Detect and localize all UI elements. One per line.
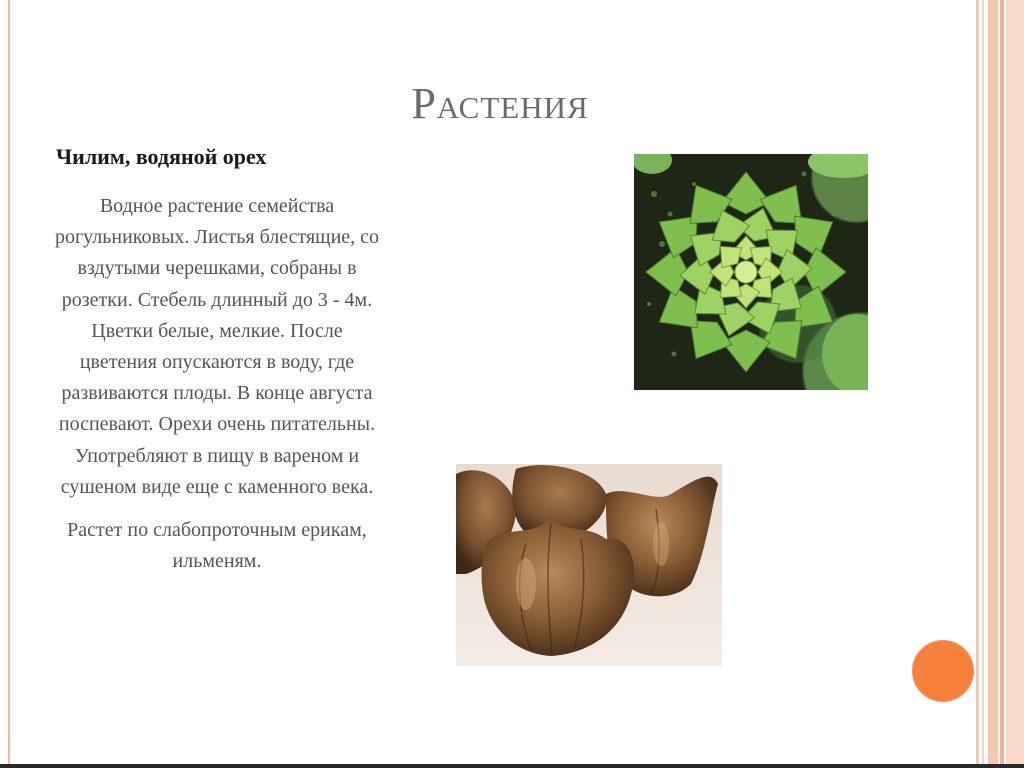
plant-name-heading: Чилим, водяной орех [56,144,267,169]
stripe [1000,0,1004,768]
bottom-edge-bar [0,764,1024,768]
stripe [982,0,984,768]
description-paragraph: Водное растение семейства рогульниковых. Листья блестящие, со вздутыми черешками, собраны в розетки. Стебель длинный до 3 - 4м. Цветки белые, мелкие. После цветения опускаются в воду, где развиваются плоды. В конце августа поспевают. Орехи очень питательны. Употребляют в пищу в вареном и сушеном виде еще с каменного века. [54,195,380,498]
accent-circle [912,640,974,702]
nuts-photo [456,464,722,666]
right-decorative-stripes [976,0,1024,768]
stripe [988,0,998,768]
stripe [1006,0,1024,768]
slide-title: Растения [411,79,589,128]
habitat-paragraph: Растет по слабопроточным ерикам, ильменям. [67,519,367,573]
rosette-illustration [634,154,868,390]
left-border-line [8,0,10,768]
nuts-illustration [456,464,722,666]
rosette-photo [634,154,868,390]
stripe [976,0,979,768]
description-text [54,191,380,577]
